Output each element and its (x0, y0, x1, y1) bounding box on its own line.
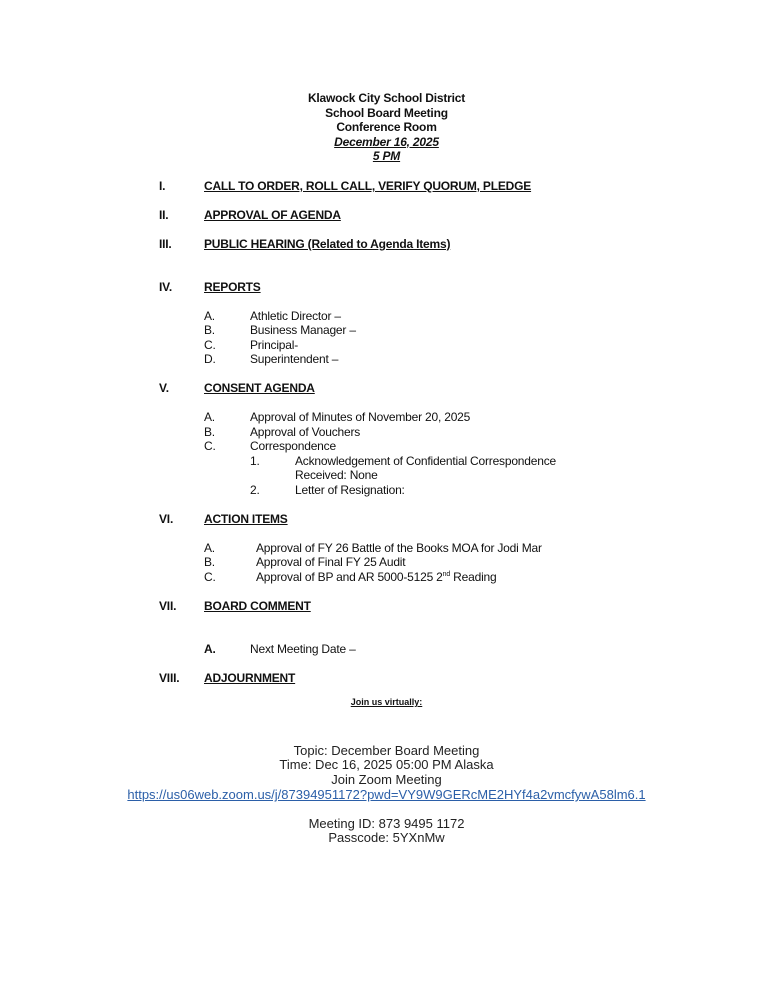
item-text: Correspondence (250, 439, 336, 453)
section-number: III. (159, 237, 172, 251)
meeting-date: December 16, 2025 (334, 134, 439, 149)
zoom-topic: Topic: December Board Meeting (293, 743, 480, 758)
item-letter: C. (204, 439, 216, 453)
item-letter: A. (204, 410, 215, 424)
section-number: VI. (159, 512, 174, 526)
item-text: Approval of Minutes of November 20, 2025 (250, 410, 471, 424)
section-number: VIII. (159, 671, 180, 685)
meeting-name: School Board Meeting (325, 105, 448, 120)
zoom-link-row (0, 787, 773, 802)
item-letter: A. (204, 541, 215, 555)
section-title: CONSENT AGENDA (204, 381, 315, 395)
sub-item-text: Letter of Resignation: (295, 483, 405, 497)
zoom-join-label: Join Zoom Meeting (331, 772, 442, 787)
section-title: ACTION ITEMS (204, 512, 288, 526)
item-text: Next Meeting Date – (250, 642, 356, 656)
item-text (256, 570, 496, 584)
sub-item-number: 2. (250, 483, 260, 497)
item-text: Superintendent – (250, 352, 339, 366)
item-letter: B. (204, 425, 215, 439)
item-letter: C. (204, 338, 216, 352)
item-text-main: Approval of BP and AR 5000-5125 2 (256, 570, 443, 584)
sub-item-text: Received: None (295, 468, 378, 482)
agenda-header (0, 91, 773, 164)
zoom-meeting-link[interactable]: https://us06web.zoom.us/j/87394951172?pwd=VY9W9GERcME2HYf4a2vmcfywA58lm6.1 (127, 787, 646, 802)
district-name: Klawock City School District (307, 91, 466, 105)
item-text: Principal- (250, 338, 299, 352)
section-number: IV. (159, 280, 172, 294)
zoom-passcode: Passcode: 5YXnMw (328, 830, 445, 845)
item-text: Approval of FY 26 Battle of the Books MOA for Jodi Mar (256, 541, 542, 555)
item-letter: D. (204, 352, 216, 366)
item-letter: A. (204, 642, 216, 656)
section-number: I. (159, 179, 166, 193)
ordinal-suffix: nd (442, 571, 451, 578)
section-title: APPROVAL OF AGENDA (204, 208, 341, 222)
item-text: Approval of Final FY 25 Audit (256, 555, 406, 569)
sub-item-text: Acknowledgement of Confidential Correspondence (295, 454, 556, 468)
item-text: Approval of Vouchers (250, 425, 361, 439)
section-title: BOARD COMMENT (204, 599, 311, 613)
item-letter: B. (204, 555, 215, 569)
section-title: ADJOURNMENT (204, 671, 296, 685)
section-number: VII. (159, 599, 177, 613)
meeting-location: Conference Room (336, 120, 437, 134)
item-text: Business Manager – (250, 323, 356, 337)
section-title: PUBLIC HEARING (Related to Agenda Items) (204, 237, 451, 251)
join-virtually-label: Join us virtually: (350, 697, 423, 707)
sub-item-number: 1. (250, 454, 260, 468)
meeting-time: 5 PM (372, 149, 401, 163)
zoom-meeting-id: Meeting ID: 873 9495 1172 (308, 816, 465, 831)
item-text-end: Reading (450, 570, 497, 584)
section-number: V. (159, 381, 169, 395)
section-title: REPORTS (204, 280, 261, 294)
item-letter: C. (204, 570, 216, 584)
item-text: Athletic Director – (250, 309, 341, 323)
item-letter: B. (204, 323, 215, 337)
section-number: II. (159, 208, 169, 222)
zoom-time: Time: Dec 16, 2025 05:00 PM Alaska (279, 757, 494, 772)
section-title: CALL TO ORDER, ROLL CALL, VERIFY QUORUM, PLEDGE (204, 179, 532, 193)
item-letter: A. (204, 309, 215, 323)
